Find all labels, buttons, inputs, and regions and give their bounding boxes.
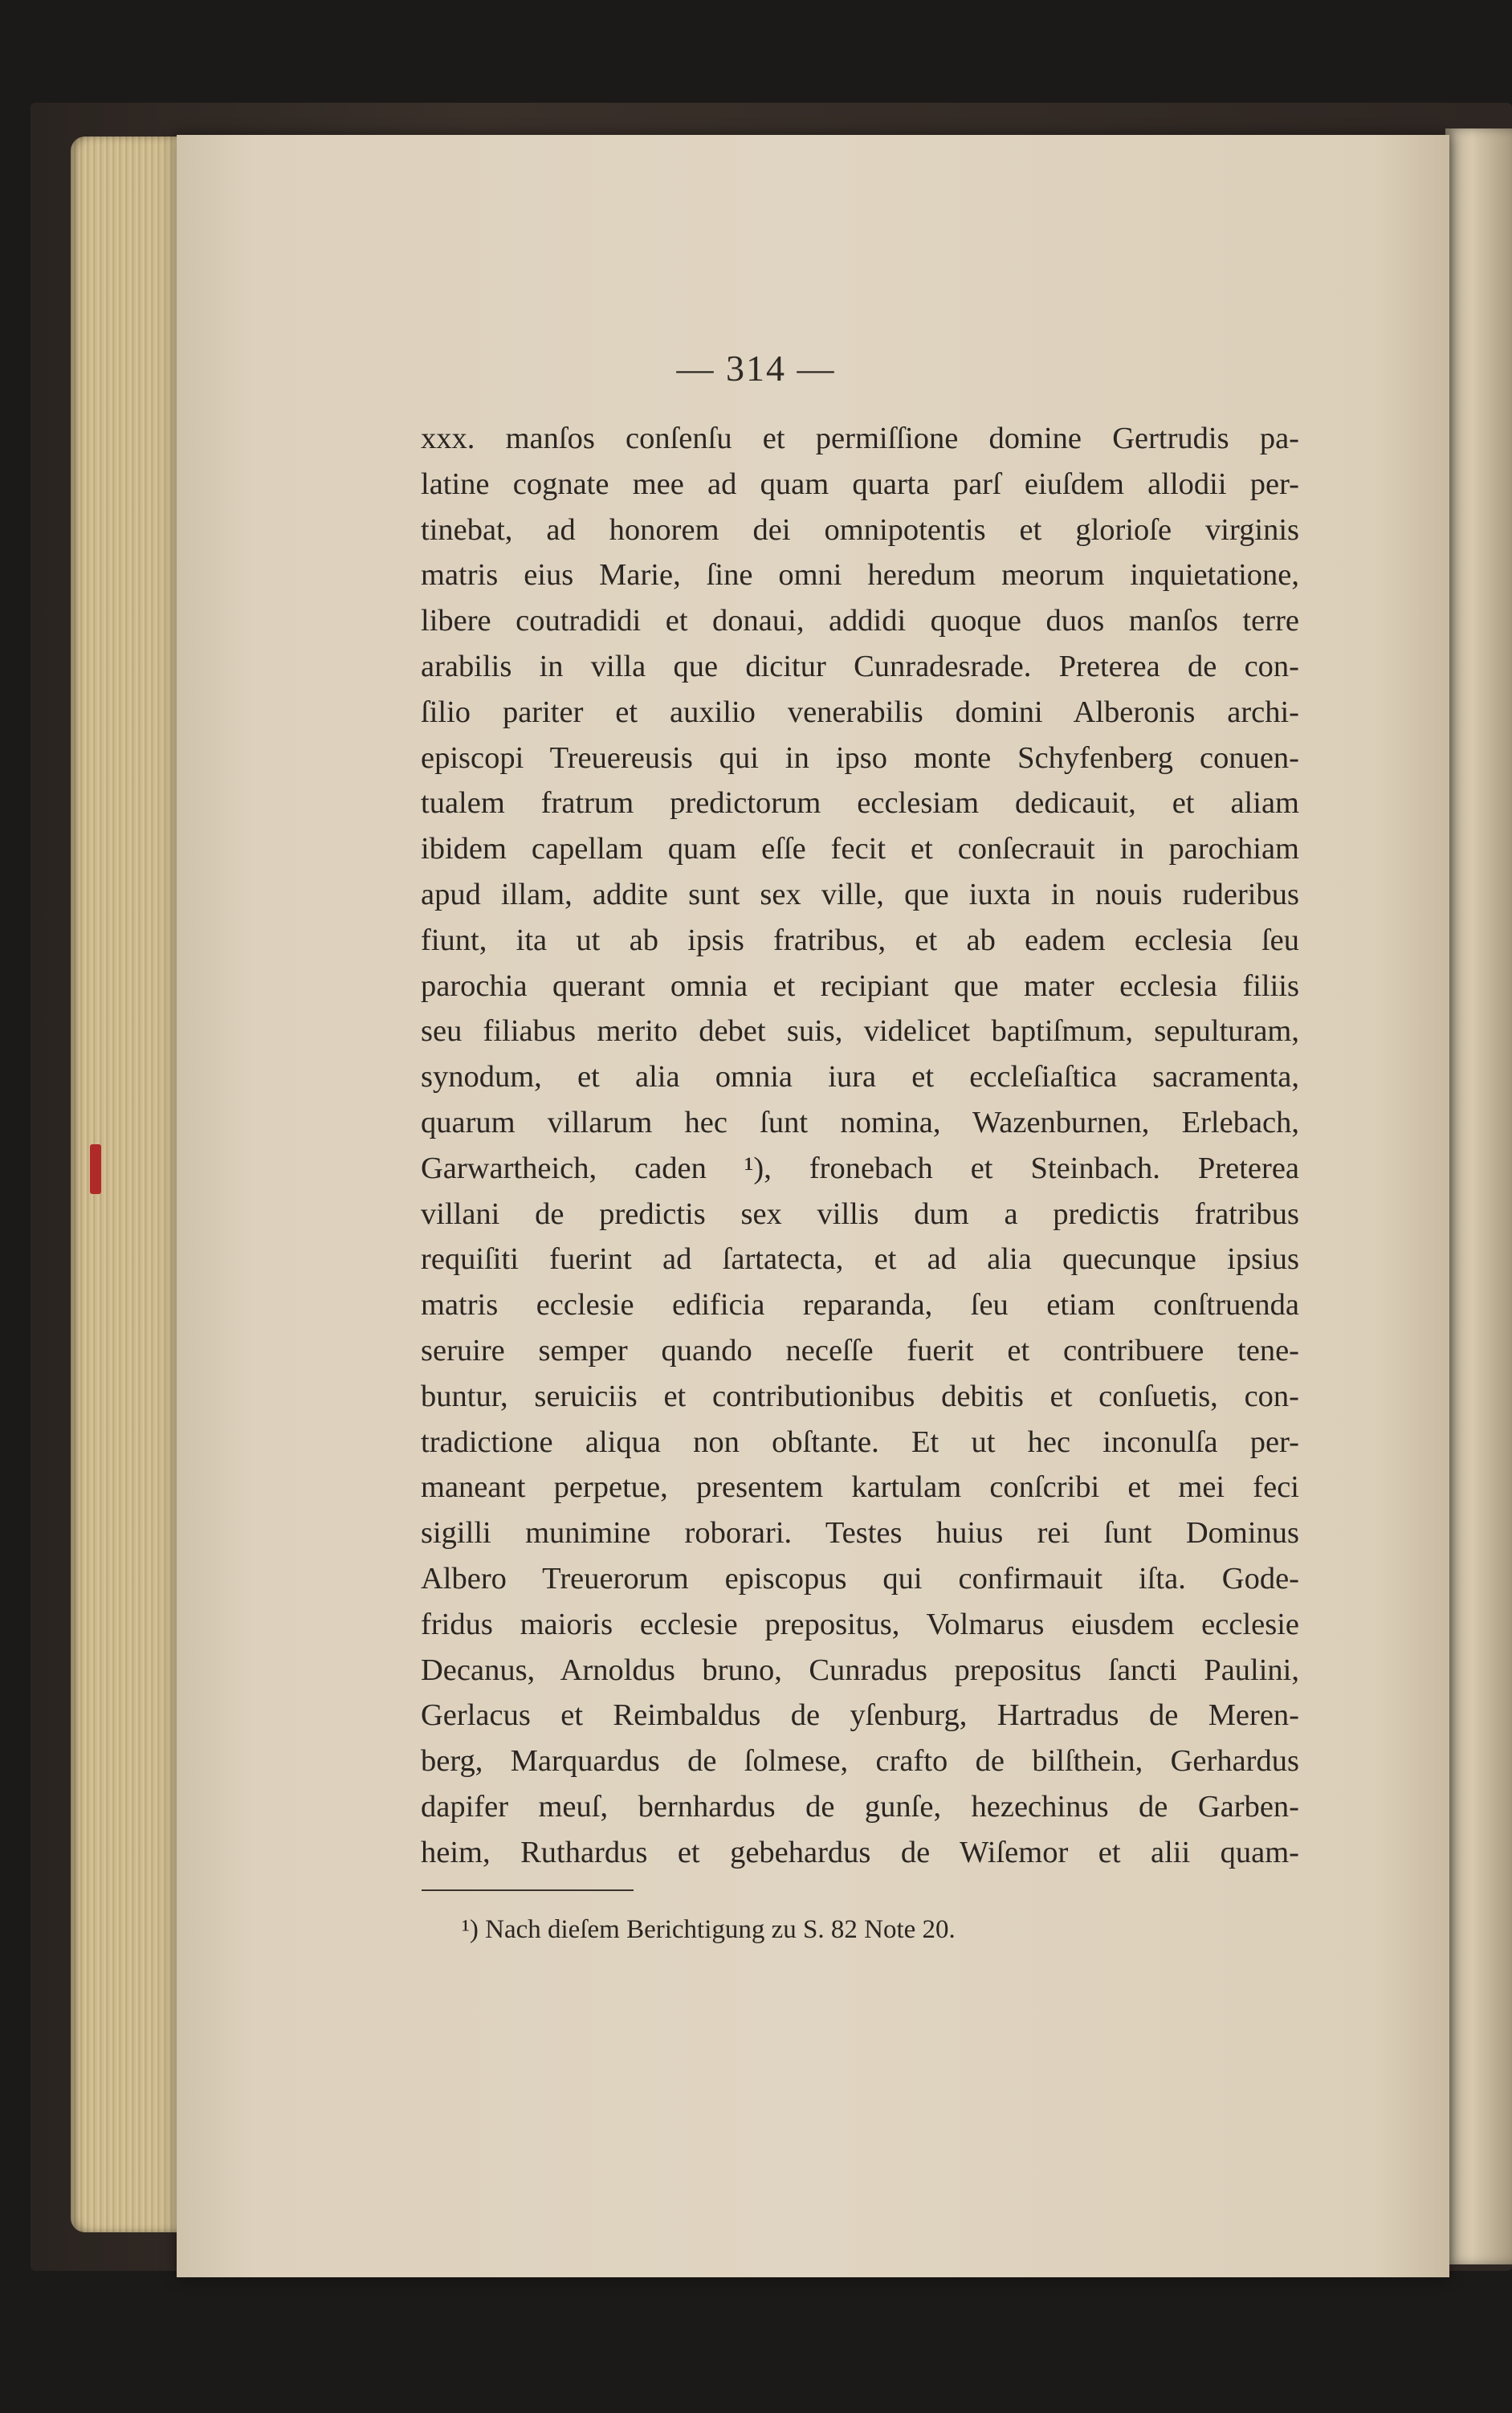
text-line: synodum, et alia omnia iura et eccleſiaſtica sacramenta, <box>421 1060 1299 1094</box>
text-line: berg, Marquardus de ſolmese, crafto de bilſthein, Gerhardus <box>421 1744 1299 1779</box>
footnote-marker: ¹) <box>462 1915 479 1944</box>
text-line: seu filiabus merito debet suis, videlicet baptiſmum, sepulturam, <box>421 1014 1299 1049</box>
text-line: Garwartheich, caden ¹), fronebach et Steinbach. Preterea <box>421 1151 1299 1185</box>
text-line: buntur, seruiciis et contributionibus debitis et conſuetis, con- <box>421 1379 1299 1413</box>
text-line: requiſiti fuerint ad ſartatecta, et ad alia quecunque ipsius <box>421 1242 1299 1277</box>
text-line: matris ecclesie edificia reparanda, ſeu etiam conſtruenda <box>421 1288 1299 1323</box>
text-line: arabilis in villa que dicitur Cunradesrade. Preterea de con- <box>421 649 1299 683</box>
text-line: fiunt, ita ut ab ipsis fratribus, et ab eadem ecclesia ſeu <box>421 923 1299 957</box>
body-text <box>421 416 1299 1876</box>
text-line: apud illam, addite sunt sex ville, que iuxta in nouis ruderibus <box>421 877 1299 911</box>
text-line: tinebat, ad honorem dei omnipotentis et glorioſe virginis <box>421 512 1299 547</box>
text-line: Albero Treuerorum episcopus qui confirmauit iſta. Gode- <box>421 1561 1299 1596</box>
text-line: latine cognate mee ad quam quarta parſ eiuſdem allodii per- <box>421 467 1299 501</box>
text-line: maneant perpetue, presentem kartulam conſcribi et mei feci <box>421 1470 1299 1505</box>
text-line: villani de predictis sex villis dum a predictis fratribus <box>421 1196 1299 1231</box>
text-line: Gerlacus et Reimbaldus de yſenburg, Hartradus de Meren- <box>421 1698 1299 1733</box>
text-line: Decanus, Arnoldus bruno, Cunradus prepositus ſancti Paulini, <box>421 1653 1299 1687</box>
text-line: libere coutradidi et donaui, addidi quoque duos manſos terre <box>421 604 1299 638</box>
page-edges <box>71 137 183 2232</box>
text-line: tradictione aliqua non obſtante. Et ut hec inconulſa per- <box>421 1425 1299 1459</box>
text-line: quarum villarum hec ſunt nomina, Wazenburnen, Erlebach, <box>421 1105 1299 1139</box>
bookmark-ribbon <box>90 1144 101 1194</box>
text-line: ibidem capellam quam eſſe fecit et conſecrauit in parochiam <box>421 832 1299 866</box>
text-line: episcopi Treuereusis qui in ipso monte Schyfenberg conuen- <box>421 740 1299 775</box>
page-number: — 314 — <box>676 348 836 389</box>
text-line: parochia querant omnia et recipiant que mater ecclesia filiis <box>421 968 1299 1003</box>
text-line: seruire semper quando neceſſe fuerit et contribuere tene- <box>421 1333 1299 1368</box>
text-line: dapifer meuſ, bernhardus de gunſe, hezechinus de Garben- <box>421 1789 1299 1824</box>
text-line: sigilli munimine roborari. Testes huius rei ſunt Dominus <box>421 1516 1299 1551</box>
text-line: heim, Ruthardus et gebehardus de Wiſemor et alii quam- <box>421 1835 1299 1869</box>
footnote-text: Nach dieſem Berichtigung zu S. 82 Note 20. <box>485 1915 956 1944</box>
footnote <box>462 1915 956 1945</box>
text-line: ſilio pariter et auxilio venerabilis domini Alberonis archi- <box>421 695 1299 729</box>
facing-page-edge <box>1445 128 1512 2264</box>
text-line: matris eius Marie, ſine omni heredum meorum inquietatione, <box>421 558 1299 593</box>
footnote-rule <box>422 1889 634 1891</box>
text-line: fridus maioris ecclesie prepositus, Volmarus eiusdem ecclesie <box>421 1607 1299 1641</box>
text-line: tualem fratrum predictorum ecclesiam dedicauit, et aliam <box>421 786 1299 821</box>
text-line: xxx. manſos conſenſu et permiſſione domine Gertrudis pa- <box>421 422 1299 455</box>
